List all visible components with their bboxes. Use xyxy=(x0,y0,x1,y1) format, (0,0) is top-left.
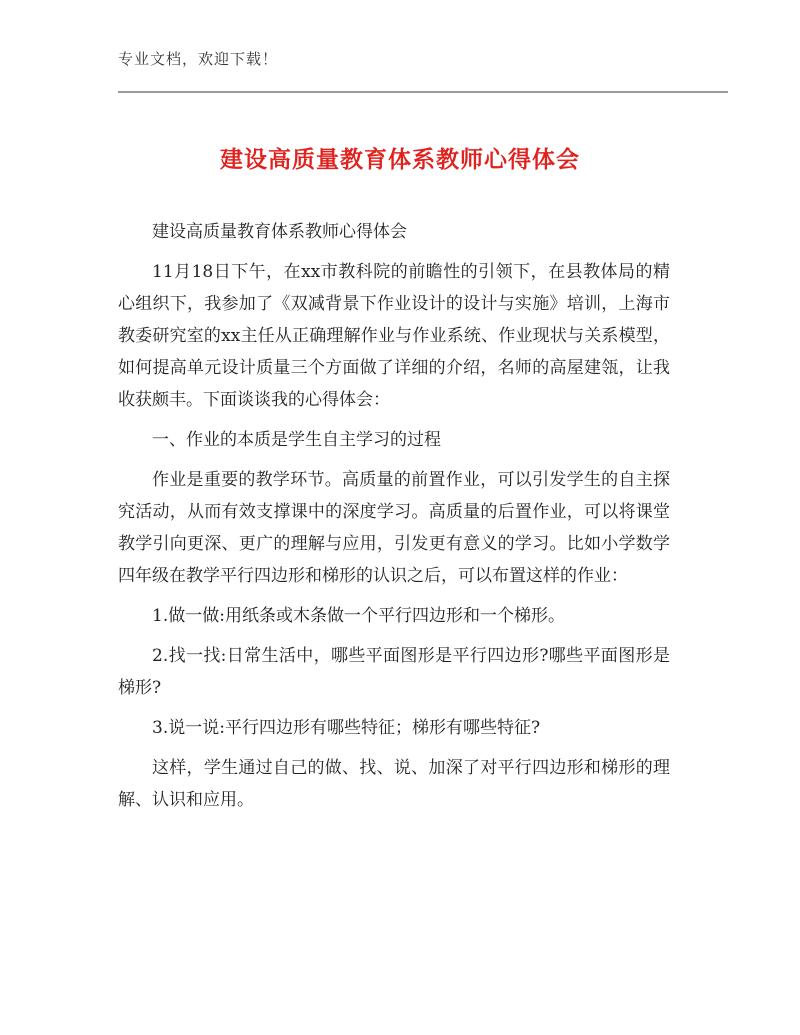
paragraph-conclusion: 这样，学生通过自己的做、找、说、加深了对平行四边形和梯形的理解、认识和应用。 xyxy=(118,758,670,810)
section-heading: 一、作业的本质是学生自主学习的过程 xyxy=(152,430,441,450)
paragraph-homework-importance: 作业是重要的教学环节。高质量的前置作业，可以引发学生的自主探究活动，从而有效支撑课中的深度学习。高质量的后置作业，可以将课堂教学引向更深、更广的理解与应用，引发更有意义的学习。比如小学数学四年级在教学平行四边形和梯形的认识之后，可以布置这样的作业： xyxy=(118,470,670,586)
paragraph-intro: 11月18日下午，在xx市教科院的前瞻性的引领下，在县教体局的精心组织下，我参加了《双减背景下作业设计的设计与实施》培训，上海市教委研究室的xx主任从正确理解作业与作业系统、作业现状与关系模型，如何提高单元设计质量三个方面做了详细的介绍，名师的高屋建瓴，让我收获颇丰。下面谈谈我的心得体会： xyxy=(118,262,670,410)
page-header-note: 专业文档，欢迎下载！ xyxy=(118,50,279,68)
header-divider xyxy=(118,91,728,93)
list-item-say: 3.说一说:平行四边形有哪些特征；梯形有哪些特征? xyxy=(152,718,541,738)
document-title: 建设高质量教育体系教师心得体会 xyxy=(220,147,580,173)
list-item-do: 1.做一做:用纸条或木条做一个平行四边形和一个梯形。 xyxy=(152,606,565,626)
document-body xyxy=(118,216,670,824)
list-item-find: 2.找一找:日常生活中，哪些平面图形是平行四边形?哪些平面图形是梯形? xyxy=(118,646,670,698)
document-subtitle: 建设高质量教育体系教师心得体会 xyxy=(152,222,407,242)
